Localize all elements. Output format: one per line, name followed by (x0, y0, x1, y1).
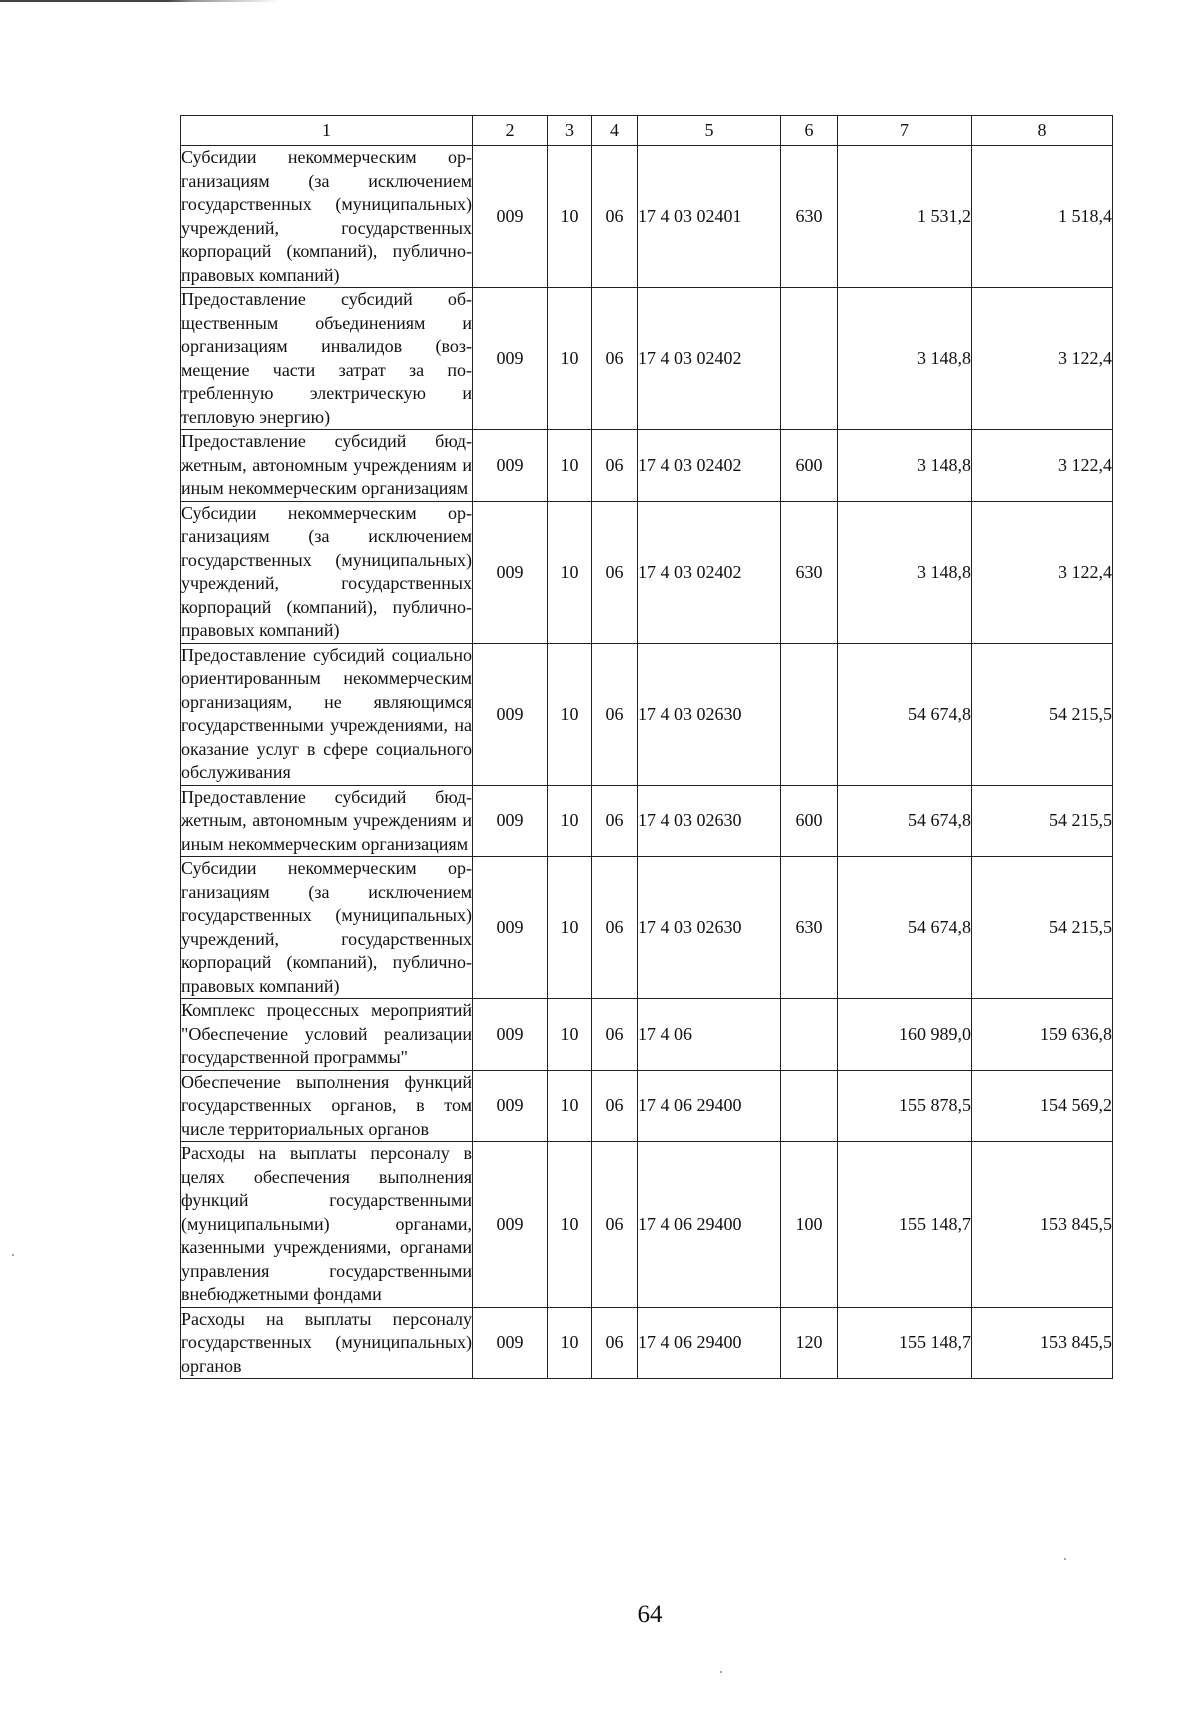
cell-subsection: 06 (592, 1307, 638, 1379)
cell-subsection: 06 (592, 999, 638, 1071)
row-description: Предоставление субсидий бюджетным, автономным учреждениям и иным некоммерческим организациям (181, 430, 473, 502)
cell-ministry-code: 009 (473, 146, 548, 288)
cell-ministry-code: 009 (473, 430, 548, 502)
cell-amount-2: 154 569,2 (972, 1070, 1113, 1142)
table-row (181, 501, 1113, 643)
scan-speck (1064, 1558, 1066, 1560)
table-row (181, 643, 1113, 785)
cell-amount-2: 54 215,5 (972, 643, 1113, 785)
cell-section: 10 (548, 1142, 592, 1308)
cell-target-article: 17 4 06 29400 (638, 1142, 781, 1308)
cell-expense-type: 630 (781, 501, 838, 643)
cell-target-article: 17 4 03 02630 (638, 785, 781, 857)
cell-amount-1: 155 148,7 (838, 1142, 972, 1308)
scan-speck (720, 1671, 722, 1673)
cell-section: 10 (548, 1307, 592, 1379)
cell-amount-1: 3 148,8 (838, 288, 972, 430)
cell-expense-type: 120 (781, 1307, 838, 1379)
cell-ministry-code: 009 (473, 1070, 548, 1142)
scan-speck (12, 1254, 14, 1256)
cell-ministry-code: 009 (473, 288, 548, 430)
table-row (181, 1070, 1113, 1142)
row-description: Предоставление субсидий общественным объединениям и организациям инвалидов (возмещение части затрат за потребленную электрическую и тепловую энергию) (181, 288, 473, 430)
cell-expense-type: 630 (781, 857, 838, 999)
cell-amount-2: 3 122,4 (972, 501, 1113, 643)
cell-amount-2: 3 122,4 (972, 288, 1113, 430)
cell-target-article: 17 4 03 02402 (638, 288, 781, 430)
cell-section: 10 (548, 643, 592, 785)
cell-amount-2: 153 845,5 (972, 1307, 1113, 1379)
cell-expense-type (781, 288, 838, 430)
cell-ministry-code: 009 (473, 785, 548, 857)
cell-subsection: 06 (592, 857, 638, 999)
cell-expense-type: 100 (781, 1142, 838, 1308)
cell-target-article: 17 4 03 02401 (638, 146, 781, 288)
cell-amount-1: 1 531,2 (838, 146, 972, 288)
cell-section: 10 (548, 785, 592, 857)
cell-section: 10 (548, 430, 592, 502)
table-body (181, 146, 1113, 1379)
cell-amount-2: 3 122,4 (972, 430, 1113, 502)
cell-expense-type: 630 (781, 146, 838, 288)
row-description: Субсидии некоммерческим организациям (за исключением государственных (муниципальных) учреждений, государственных корпораций (компаний), публично-правовых компаний) (181, 857, 473, 999)
cell-subsection: 06 (592, 146, 638, 288)
column-header: 5 (638, 116, 781, 146)
cell-subsection: 06 (592, 430, 638, 502)
row-description: Расходы на выплаты персоналу государственных (муниципальных) органов (181, 1307, 473, 1379)
cell-target-article: 17 4 03 02402 (638, 430, 781, 502)
cell-amount-1: 155 148,7 (838, 1307, 972, 1379)
cell-amount-2: 54 215,5 (972, 785, 1113, 857)
cell-amount-1: 3 148,8 (838, 430, 972, 502)
column-header: 1 (181, 116, 473, 146)
cell-expense-type (781, 999, 838, 1071)
cell-subsection: 06 (592, 1070, 638, 1142)
cell-expense-type: 600 (781, 785, 838, 857)
cell-ministry-code: 009 (473, 1142, 548, 1308)
cell-amount-1: 160 989,0 (838, 999, 972, 1071)
cell-ministry-code: 009 (473, 1307, 548, 1379)
page-number: 64 (637, 1601, 663, 1628)
cell-amount-2: 54 215,5 (972, 857, 1113, 999)
column-header: 6 (781, 116, 838, 146)
cell-section: 10 (548, 857, 592, 999)
cell-ministry-code: 009 (473, 999, 548, 1071)
cell-ministry-code: 009 (473, 643, 548, 785)
row-description: Обеспечение выполнения функций государственных органов, в том числе территориальных органов (181, 1070, 473, 1142)
row-description: Субсидии некоммерческим организациям (за исключением государственных (муниципальных) учреждений, государственных корпораций (компаний), публично-правовых компаний) (181, 146, 473, 288)
cell-subsection: 06 (592, 1142, 638, 1308)
cell-ministry-code: 009 (473, 857, 548, 999)
column-header: 8 (972, 116, 1113, 146)
column-header: 3 (548, 116, 592, 146)
cell-expense-type (781, 643, 838, 785)
cell-amount-2: 153 845,5 (972, 1142, 1113, 1308)
table-row (181, 430, 1113, 502)
budget-table (180, 115, 1113, 1379)
cell-expense-type: 600 (781, 430, 838, 502)
table-row (181, 146, 1113, 288)
column-header: 4 (592, 116, 638, 146)
cell-subsection: 06 (592, 643, 638, 785)
cell-amount-1: 155 878,5 (838, 1070, 972, 1142)
cell-target-article: 17 4 03 02402 (638, 501, 781, 643)
column-header: 2 (473, 116, 548, 146)
cell-subsection: 06 (592, 501, 638, 643)
table-row (181, 288, 1113, 430)
scan-edge-line (0, 0, 280, 2)
cell-expense-type (781, 1070, 838, 1142)
row-description: Предоставление субсидий бюджетным, автономным учреждениям и иным некоммерческим организациям (181, 785, 473, 857)
cell-target-article: 17 4 03 02630 (638, 643, 781, 785)
table-row (181, 1307, 1113, 1379)
cell-subsection: 06 (592, 785, 638, 857)
cell-amount-1: 54 674,8 (838, 785, 972, 857)
cell-target-article: 17 4 03 02630 (638, 857, 781, 999)
cell-amount-1: 54 674,8 (838, 857, 972, 999)
cell-section: 10 (548, 146, 592, 288)
cell-amount-1: 3 148,8 (838, 501, 972, 643)
cell-subsection: 06 (592, 288, 638, 430)
row-description: Расходы на выплаты персоналу в целях обеспечения выполнения функций государственными (муниципальными) органами, казенными учреждениями, органами управления государственными внебюджетными фондами (181, 1142, 473, 1308)
table-row (181, 999, 1113, 1071)
cell-section: 10 (548, 501, 592, 643)
cell-target-article: 17 4 06 29400 (638, 1070, 781, 1142)
cell-amount-2: 159 636,8 (972, 999, 1113, 1071)
table-row (181, 785, 1113, 857)
row-description: Комплекс процессных мероприятий "Обеспечение условий реализации государственной программы" (181, 999, 473, 1071)
header-row (181, 116, 1113, 146)
cell-amount-1: 54 674,8 (838, 643, 972, 785)
cell-section: 10 (548, 999, 592, 1071)
cell-section: 10 (548, 288, 592, 430)
row-description: Предоставление субсидий социально ориентированным некоммерческим организациям, не являющимся государственными учреждениями, на оказание услуг в сфере социального обслуживания (181, 643, 473, 785)
cell-target-article: 17 4 06 29400 (638, 1307, 781, 1379)
row-description: Субсидии некоммерческим организациям (за исключением государственных (муниципальных) учреждений, государственных корпораций (компаний), публично-правовых компаний) (181, 501, 473, 643)
cell-section: 10 (548, 1070, 592, 1142)
cell-target-article: 17 4 06 (638, 999, 781, 1071)
table-row (181, 857, 1113, 999)
cell-ministry-code: 009 (473, 501, 548, 643)
cell-amount-2: 1 518,4 (972, 146, 1113, 288)
column-header: 7 (838, 116, 972, 146)
table-row (181, 1142, 1113, 1308)
